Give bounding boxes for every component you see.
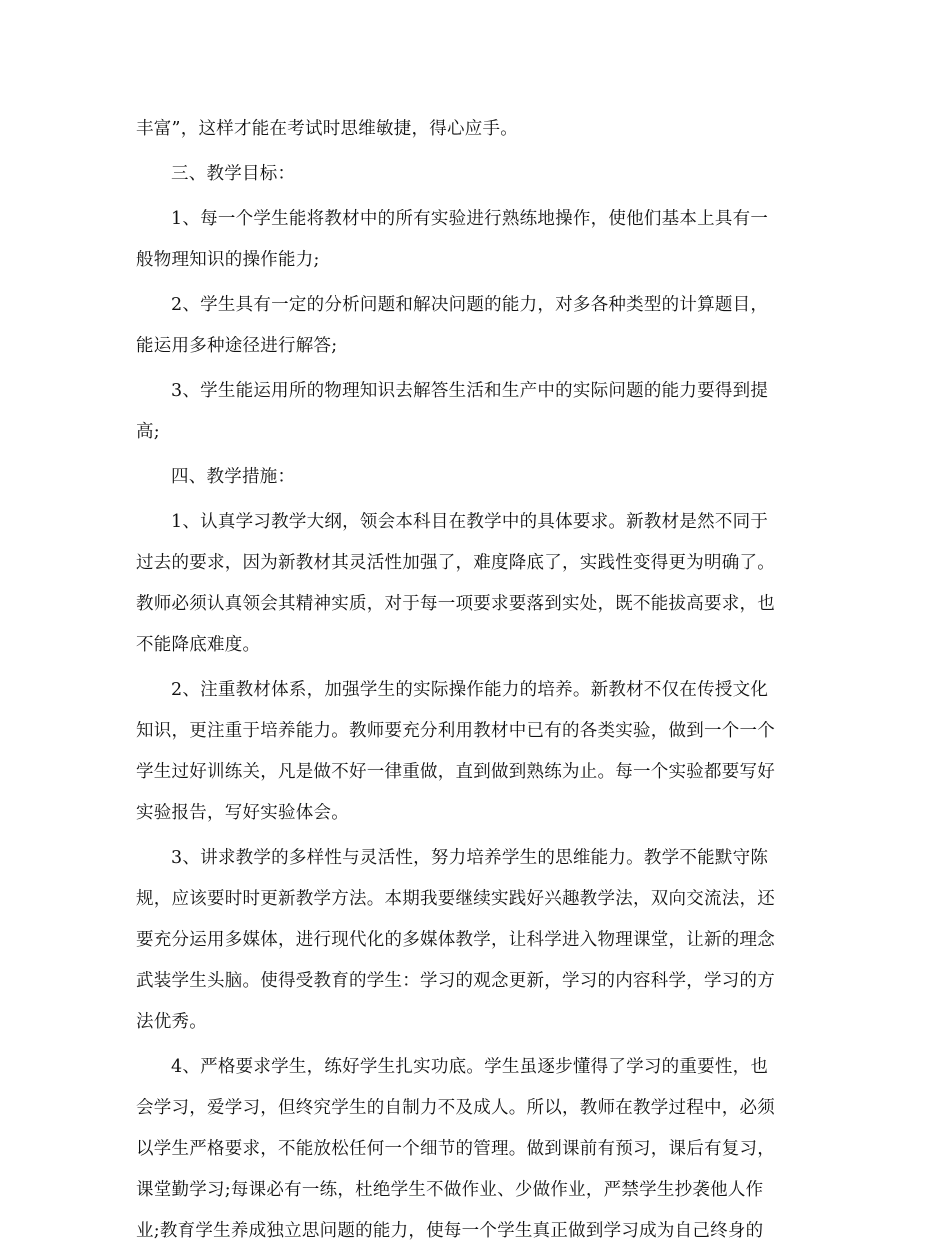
text-line: 1、认真学习教学大纲，领会本科目在教学中的具体要求。新教材是然不同于: [171, 512, 769, 532]
text-line: 以学生严格要求，不能放松任何一个细节的管理。做到课前有预习，课后有复习，: [136, 1139, 775, 1159]
text-line: 高;: [136, 422, 160, 442]
text-line: 学生过好训练关，凡是做不好一律重做，直到做到熟练为止。每一个实验都要写好: [136, 762, 775, 782]
section-heading-measures: 四、教学措施：: [171, 467, 296, 487]
text-line: 能运用多种途径进行解答;: [136, 336, 338, 356]
text-line: 知识，更注重于培养能力。教师要充分利用教材中已有的各类实验，做到一个一个: [136, 721, 775, 741]
text-line: 丰富”，这样才能在考试时思维敏捷，得心应手。: [136, 119, 518, 139]
text-line: 3、讲求教学的多样性与灵活性，努力培养学生的思维能力。教学不能默守陈: [171, 848, 769, 868]
text-line: 法优秀。: [136, 1012, 207, 1032]
text-line: 不能降底难度。: [136, 635, 261, 655]
document-body: [136, 109, 818, 1252]
text-line: 教师必须认真领会其精神实质，对于每一项要求要落到实处，既不能拔高要求，也: [136, 594, 775, 614]
text-line: 1、每一个学生能将教材中的所有实验进行熟练地操作，使他们基本上具有一: [171, 209, 769, 229]
text-line: 3、学生能运用所的物理知识去解答生活和生产中的实际问题的能力要得到提: [171, 381, 769, 401]
text-line: 武装学生头脑。使得受教育的学生：学习的观念更新，学习的内容科学，学习的方: [136, 971, 775, 991]
text-line: 实验报告，写好实验体会。: [136, 803, 349, 823]
text-line: 2、注重教材体系，加强学生的实际操作能力的培养。新教材不仅在传授文化: [171, 680, 769, 700]
text-line: 过去的要求，因为新教材其灵活性加强了，难度降底了，实践性变得更为明确了。: [136, 553, 775, 573]
section-heading-goals: 三、教学目标：: [171, 164, 296, 184]
text-line: 2、学生具有一定的分析问题和解决问题的能力，对多各种类型的计算题目，: [171, 295, 769, 315]
text-line: 课堂勤学习;每课必有一练，杜绝学生不做作业、少做作业，严禁学生抄袭他人作: [136, 1180, 764, 1200]
text-line: 会学习，爱学习，但终究学生的自制力不及成人。所以，教师在教学过程中，必须: [136, 1098, 775, 1118]
text-line: 要充分运用多媒体，进行现代化的多媒体教学，让科学进入物理课堂，让新的理念: [136, 930, 775, 950]
text-line: 般物理知识的操作能力;: [136, 250, 320, 270]
text-line: 业;教育学生养成独立思问题的能力，使每一个学生真正做到学习成为自己终身的: [136, 1221, 764, 1241]
text-line: 4、严格要求学生，练好学生扎实功底。学生虽逐步懂得了学习的重要性，也: [171, 1057, 769, 1077]
text-line: 规，应该要时时更新教学方法。本期我要继续实践好兴趣教学法，双向交流法，还: [136, 889, 775, 909]
